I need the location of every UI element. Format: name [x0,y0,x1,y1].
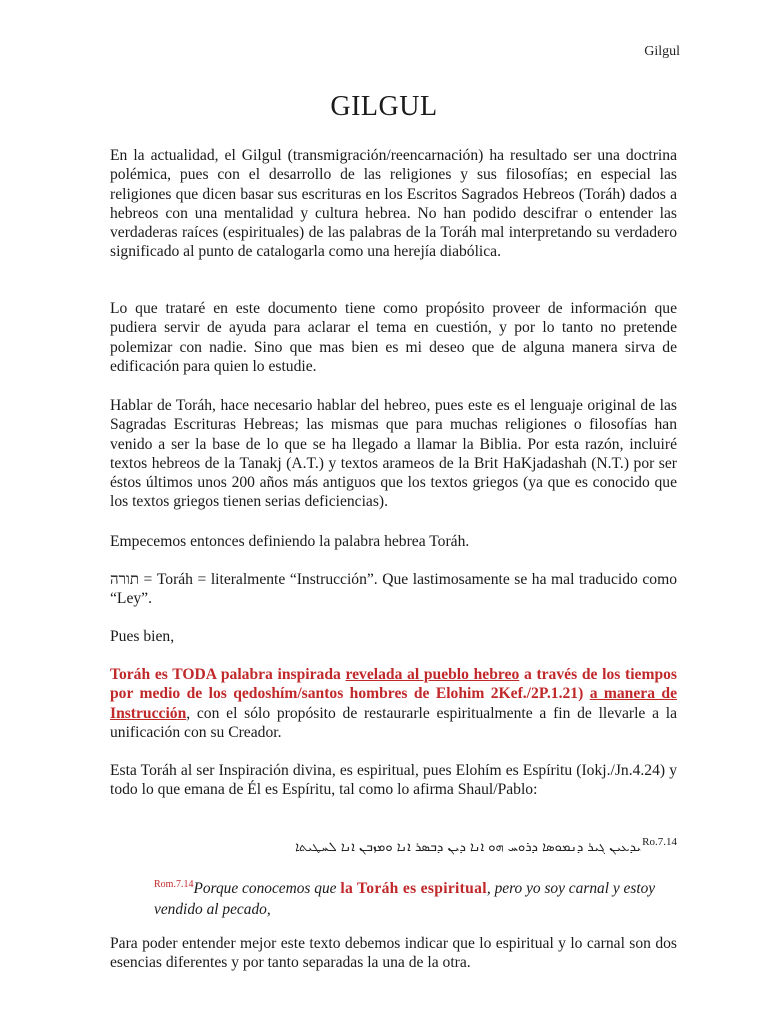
torah-statement-instruction: a manera de Instrucción [110,685,677,722]
torah-statement-revealed: revelada al pueblo hebreo [345,666,520,683]
running-header: Gilgul [644,44,680,59]
paragraph-spirit-flesh: Para poder entender mejor este texto debemos indicar que lo espiritual y lo carnal son dos esencias diferentes y por tanto separadas la una de la otra. [110,935,677,972]
syriac-verse [110,832,677,858]
torah-statement-purpose: , con el sólo propósito de restaurarle espiritualmente a fin de llevarle a la unificación con su Creador. [110,704,677,741]
torah-statement-middle: a través de los tiempos por medio de los qedoshím/santos hombres de Elohim 2Kef./2P.1.21) [110,666,677,703]
hebrew-word-torah: תורה [110,570,139,588]
paragraph-pues-bien: Pues bien, [110,628,175,645]
document-title: GILGUL [330,91,438,122]
paragraph-definition-intro: Empecemos entonces definiendo la palabra hebrea Toráh. [110,533,470,550]
paragraph-torah-definition [110,570,677,609]
torah-definition-text: = Toráh = literalmente “Instrucción”. Que lastimosamente se ha mal traducido como “Ley”. [110,571,677,608]
translated-verse-highlight: la Toráh es espiritual [340,880,487,898]
torah-statement-lead: Toráh es TODA palabra inspirada [110,666,346,683]
paragraph-hebrew-language: Hablar de Toráh, hace necesario hablar del hebreo, pues este es el lenguaje original de las Sagradas Escrituras Hebreas; las mismas que para muchas religiones o filosofías han venido a ser la base de lo que se ha llegado a llamar la Biblia. Por esta razón, incluiré textos hebreos de la Tanakj (A.T.) y textos arameos de la Brit HaKjadashah (N.T.) por ser éstos últimos unos 200 años más antiguos que los textos griegos (ya que es conocido que los textos griegos tienen serias deficiencias). [110,397,677,511]
paragraph-intro: En la actualidad, el Gilgul (transmigración/reencarnación) ha resultado ser una doctrina polémica, pues con el desarrollo de las religiones y sus filosofías; en especial las religiones que dicen basar sus escrituras en los Escritos Sagrados Hebreos (Toráh) dados a hebreos con una mentalidad y cultura hebrea. No han podido descifrar o entender las verdaderas raíces (espirituales) de las palabras de la Toráh mal interpretando su verdadero significado al punto de catalogarla como una herejía diabólica. [110,147,677,261]
translated-verse-lead: Porque conocemos que [193,880,341,898]
paragraph-torah-statement [110,665,677,742]
paragraph-spiritual: Esta Toráh al ser Inspiración divina, es espiritual, pues Elohím es Espíritu (Iokj./Jn.4.24) y todo lo que emana de Él es Espíritu, tal como lo afirma Shaul/Pablo: [110,762,677,799]
syriac-verse-text: ܝܕܥܝܢ ܓܝܪ ܕܢܡܘܣܐ ܕܪܘܚ ܗܘ ܐܢܐ ܕܝܢ ܕܒܣܪ ܐܢܐ ܘܡܙܒܢ ܐܢܐ ܠܚܛܝܬܐ [295,840,642,855]
translated-verse-end: , pero yo soy carnal y estoy vendido al pecado, [154,880,656,919]
paragraph-purpose: Lo que trataré en este documento tiene como propósito proveer de información que pudiera servir de ayuda para aclarar el tema en cuestión, y por lo tanto no pretende polemizar con nadie. Sino que mas bien es mi deseo que de alguna manera sirva de edificación para quien lo estudie. [110,300,677,375]
translated-verse-reference: Rom.7.14 [154,879,194,890]
syriac-verse-reference: Ro.7.14 [642,836,677,848]
translated-verse [154,874,677,920]
